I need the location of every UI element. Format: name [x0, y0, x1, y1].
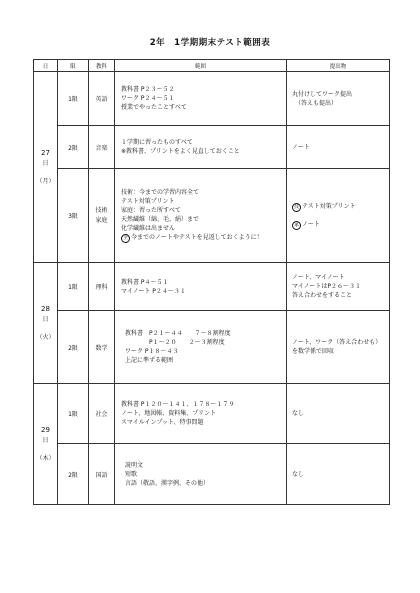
- submit-line: （答えも提出）: [295, 99, 338, 107]
- subject-line: 家庭: [95, 216, 108, 224]
- period: 2限: [58, 311, 89, 384]
- circled-mark: 技: [293, 203, 299, 210]
- header-submit: 提出物: [287, 60, 390, 72]
- day-char: 日: [42, 437, 49, 444]
- range-line: ノート、地図帳、資料集、プリント: [121, 410, 217, 417]
- header-date: 日: [34, 60, 58, 72]
- weekday: （火）: [36, 333, 55, 341]
- submit-line: なし: [292, 470, 305, 478]
- day-28: [34, 263, 58, 384]
- table-row: [34, 126, 390, 169]
- submit-line: 丸付けしてワーク提出: [292, 90, 353, 98]
- submit-text: ノート: [302, 220, 320, 228]
- header-period: 限: [58, 60, 89, 72]
- table-row: [34, 444, 390, 505]
- submit-cell: [287, 169, 390, 263]
- table-row: [34, 72, 390, 126]
- submit-cell: [287, 72, 390, 126]
- header-range: 範囲: [115, 60, 287, 72]
- test-range-table: [33, 59, 390, 505]
- day-number: 29: [41, 425, 50, 434]
- range-line: ワーク P２４～５１: [121, 95, 175, 102]
- range-line: 教科書 P１２０～１４１、１７８～１７９: [121, 401, 235, 408]
- day-27: [34, 72, 58, 263]
- submit-line: ノート、ワーク（答え合わせも）: [292, 339, 382, 346]
- circled-mark: 家: [293, 221, 299, 228]
- weekday: （月）: [36, 177, 55, 185]
- range-line: 教科書 P２３～５２: [121, 86, 175, 93]
- table-row: [34, 169, 390, 263]
- submit-line: ノート: [292, 143, 310, 151]
- submit-line: マイノートはP２６～３１: [292, 283, 361, 290]
- period: 1限: [58, 263, 89, 311]
- table-row: [34, 384, 390, 444]
- range-line: P１～２０ ２～３割程度: [149, 339, 225, 346]
- range-line: 言語（敬語、漢字例、その他）: [125, 479, 210, 487]
- range-cell: [115, 263, 287, 311]
- submit-cell: [287, 444, 390, 505]
- range-line: 天然繊維（綿、毛、絹）まで: [121, 216, 200, 223]
- period: 2限: [58, 444, 89, 505]
- submit-line: 答え合わせをすること: [292, 292, 353, 299]
- submit-cell: [287, 126, 390, 169]
- submit-line: ノート、マイノート: [292, 274, 345, 281]
- range-line: 説明文: [125, 461, 144, 469]
- range-line: 家庭：習った所すべて: [121, 207, 181, 214]
- range-line: 授業でやったことすべて: [121, 104, 187, 111]
- table-row: [34, 263, 390, 311]
- submit-line: [292, 202, 389, 212]
- range-cell: [115, 126, 287, 169]
- range-line: 教科書 P２１～４４ ７～８割程度: [125, 330, 231, 337]
- subject: 理科: [89, 263, 115, 311]
- submit-line: なし: [292, 410, 305, 417]
- header-subject: 教科: [89, 60, 115, 72]
- subject: 数学: [89, 311, 115, 384]
- table-row: [34, 311, 390, 384]
- subject: 英語: [89, 72, 115, 126]
- range-line: スマイルインプット、特事問題: [121, 419, 204, 426]
- range-line-text: 今までのノートやテストを見返しておくように！: [131, 234, 263, 241]
- subject-line: 技術: [95, 206, 108, 214]
- range-line: 短歌: [125, 470, 138, 478]
- range-line: テスト対策プリント: [121, 198, 175, 205]
- period: 2限: [58, 126, 89, 169]
- day-29: [34, 384, 58, 505]
- day-number: 27: [41, 148, 50, 157]
- circled-mark: 全: [122, 235, 128, 241]
- range-cell: [115, 169, 287, 263]
- subject-label: [89, 206, 114, 225]
- submit-cell: [287, 263, 390, 311]
- day-char: 日: [42, 316, 49, 323]
- range-line: 上記に準ずる範囲: [125, 357, 174, 364]
- period: 1限: [58, 72, 89, 126]
- subject: [89, 169, 115, 263]
- range-line: 化学繊維は出ません: [121, 225, 176, 232]
- range-line: マイノート P２４～３１: [121, 287, 186, 295]
- day-number: 28: [41, 304, 50, 313]
- submit-cell: [287, 311, 390, 384]
- range-line: １学期に習ったものすべて: [121, 139, 193, 146]
- submit-line: [292, 220, 389, 230]
- range-line: 技術：今までの学習内容全て: [121, 189, 200, 196]
- subject: 音楽: [89, 126, 115, 169]
- range-line: [121, 233, 286, 243]
- submit-line: を数学係で回収: [292, 348, 335, 355]
- range-line: ※教科書、プリントをよく見直しておくこと: [121, 148, 240, 155]
- page-title: 2年 1学期期末テスト範囲表: [149, 38, 271, 48]
- subject: 社会: [89, 384, 115, 444]
- period: 3限: [58, 169, 89, 263]
- subject: 国語: [89, 444, 115, 505]
- submit-cell: [287, 384, 390, 444]
- range-cell: [115, 444, 287, 505]
- period: 1限: [58, 384, 89, 444]
- range-line: 教科書 P４～５１: [121, 278, 169, 286]
- weekday: （木）: [36, 454, 55, 462]
- day-char: 日: [42, 160, 49, 167]
- range-cell: [115, 72, 287, 126]
- range-cell: [115, 384, 287, 444]
- submit-text: テスト対策プリント: [302, 202, 356, 210]
- header-row: [34, 60, 390, 72]
- range-cell: [115, 311, 287, 384]
- range-line: ワーク P１８～４３: [125, 348, 179, 355]
